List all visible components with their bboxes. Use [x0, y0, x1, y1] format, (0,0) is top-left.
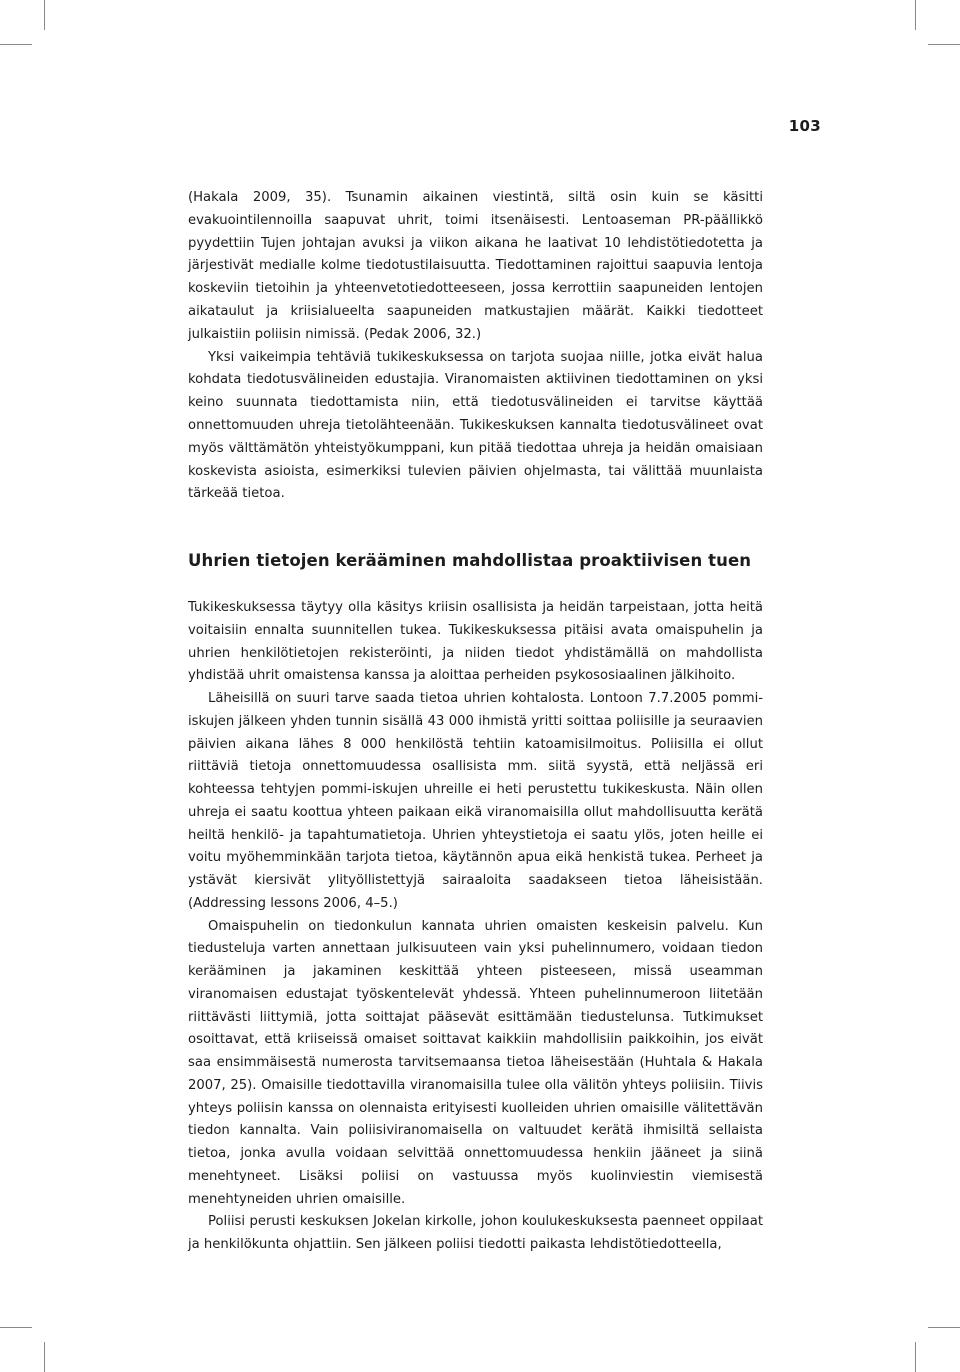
paragraph: Omaispuhelin on tiedonkulun kannata uhrien omaisten keskeisin palvelu. Kun tiedusteluja varten annettaan julkisuuteen vain yksi puhelinnumero, voidaan tiedon kerääminen ja jakaminen keskittää yhteen pisteeseen, missä useamman viranomaisen edustajat työskentelevät yhdessä. Yhteen puhelinnumeroon liitetään riittävästi liittymiä, jotta soittajat pääsevät esittämään tiedustelunsa. Tutkimukset osoittavat, että kriiseissä omaiset soittavat kaikkiin mahdollisiin paikkoihin, jos eivät saa ensimmäisestä numerosta tarvitsemaansa tietoa läheisestään (Huhtala & Hakala 2007, 25). Omaisille tiedottavilla viranomaisilla tulee olla välitön yhteys poliisiin. Tiivis yhteys poliisin kanssa on olennaista erityisesti kuolleiden uhrien omaisille välitettävän tiedon kannalta. Vain poliisiviranomaisella on valtuudet kerätä ihmisiltä sellaista tietoa, jonka avulla voidaan selvittää onnettomuudessa henkiin jääneet ja siinä menehtyneet. Lisäksi poliisi on vastuussa myös kuolinviestin viemisestä menehtyneiden uhrien omaisille. [188, 918, 763, 1207]
crop-mark-top-left-horizontal [0, 44, 32, 45]
section-2-body [188, 597, 763, 1257]
section-heading: Uhrien tietojen kerääminen mahdollistaa proaktiivisen tuen [188, 551, 752, 570]
crop-mark-top-left-vertical [44, 0, 45, 30]
crop-mark-top-right-vertical [915, 0, 916, 30]
section-1-body [188, 187, 763, 506]
crop-mark-bottom-right-vertical [915, 1342, 916, 1372]
page-number: 103 [788, 117, 821, 135]
crop-mark-bottom-right-horizontal [928, 1327, 960, 1328]
crop-mark-bottom-left-vertical [44, 1342, 45, 1372]
paragraph: Poliisi perusti keskuksen Jokelan kirkolle, johon koulukeskuksesta paenneet oppilaat ja henkilökunta ohjattiin. Sen jälkeen poliisi tiedotti paikasta lehdistötiedotteella, [188, 1214, 763, 1252]
paragraph: (Hakala 2009, 35). Tsunamin aikainen viestintä, siltä osin kuin se käsitti evakuointilennoilla saapuvat uhrit, toimi itsenäisesti. Lentoaseman PR-päällikkö pyydettiin Tujen johtajan avuksi ja viikon aikana he laativat 10 lehdistötiedotetta ja järjestivät medialle kolme tiedotustilaisuutta. Tiedottaminen rajoittui saapuvia lentoja koskeviin tietoihin ja yhteenvetotiedotteeseen, jossa kerrottiin saapuneiden lentojen aikataulut ja kriisialueelta saapuneiden matkustajien määrät. Kaikki tiedotteet julkaistiin poliisin nimissä. (Pedak 2006, 32.) [188, 190, 763, 342]
paragraph: Läheisillä on suuri tarve saada tietoa uhrien kohtalosta. Lontoon 7.7.2005 pommi-iskujen jälkeen yhden tunnin sisällä 43 000 ihmistä yritti soittaa poliisille ja seuraavien päivien aikana lähes 8 000 henkilöstä tehtiin katoamisilmoitus. Poliisilla ei ollut riittäviä tietoja onnettomuudessa osallisista mm. siitä syystä, että neljässä eri kohteessa tehtyjen pommi-iskujen uhreille ei heti perustettu tukikeskusta. Näin ollen uhreja ei saatu koottua yhteen paikaan eikä viranomaisilla ollut mahdollisuutta kerätä heiltä henkilö- ja tapahtumatietoja. Uhrien yhteystietoja ei saatu ylös, joten heille ei voitu myöhemminkään tarjota tietoa, käytännön apua eikä henkistä tukea. Perheet ja ystävät kiersivät ylityöllistettyjä sairaaloita saadakseen tietoa läheisistään. (Addressing lessons 2006, 4–5.) [188, 691, 763, 911]
paragraph: Yksi vaikeimpia tehtäviä tukikeskuksessa on tarjota suojaa niille, jotka eivät halua kohdata tiedotusvälineiden edustajia. Viranomaisten aktiivinen tiedottaminen on yksi keino suunnata tiedottamista niin, että tiedotusvälineiden ei tarvitse käyttää onnettomuuden uhreja tietolähteenään. Tukikeskuksen kannalta tiedotusvälineet ovat myös välttämätön yhteistyökumppani, kun pitää tiedottaa uhreja ja heidän omaisiaan koskevista asioista, esimerkiksi tulevien päivien ohjelmasta, tai välittää muunlaista tärkeää tietoa. [188, 349, 763, 502]
crop-mark-top-right-horizontal [928, 44, 960, 45]
crop-mark-bottom-left-horizontal [0, 1327, 32, 1328]
paragraph: Tukikeskuksessa täytyy olla käsitys kriisin osallisista ja heidän tarpeistaan, jotta heitä voitaisiin ennalta suunnitellen tukea. Tukikeskuksessa pitäisi avata omaispuhelin ja uhrien henkilötietojen rekisteröinti, ja niiden tiedot yhdistämällä on mahdollista yhdistää uhrit omaistensa kanssa ja aloittaa perheiden psykososiaalinen jälkihoito. [188, 600, 763, 684]
